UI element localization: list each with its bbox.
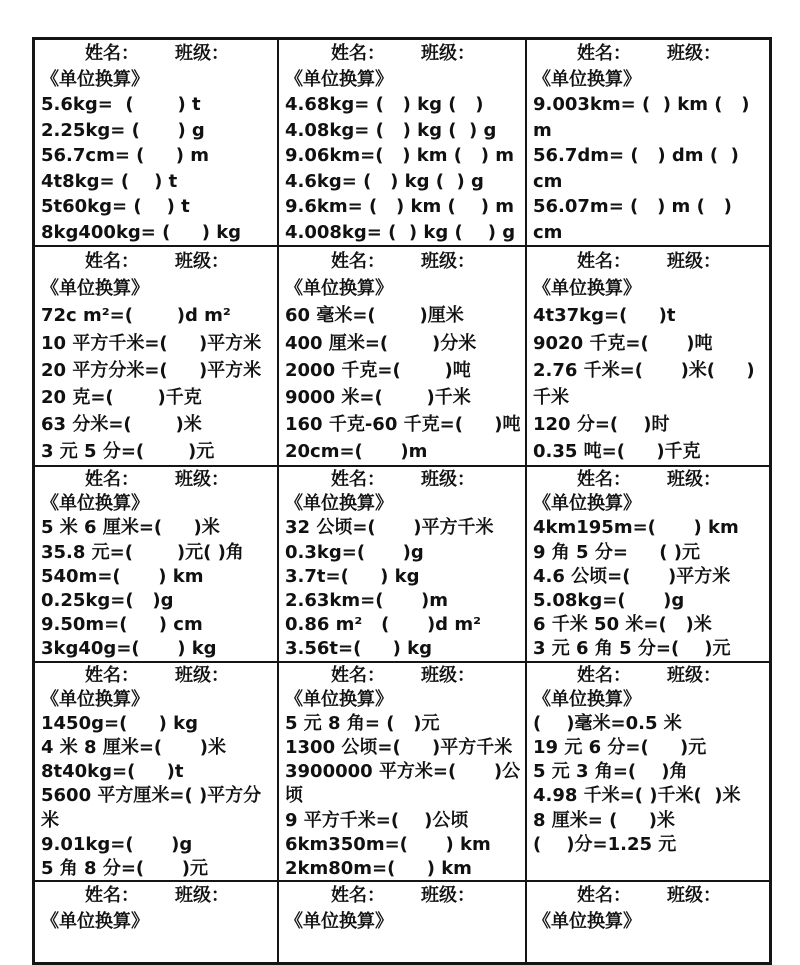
- worksheet-cell: [277, 40, 525, 245]
- problem-line: 4.6 公顷=( )平方米: [533, 565, 731, 587]
- worksheet-title: 《单位换算》: [533, 278, 641, 300]
- name-label: 姓名：: [331, 43, 385, 64]
- problem-line: 9.01kg=( )g: [41, 833, 193, 855]
- conversion-worksheet-table: [32, 37, 772, 965]
- problem-list: [533, 516, 765, 661]
- problem-line: 0.86 m² ( )d m²: [285, 614, 481, 636]
- problem-list: [533, 92, 765, 245]
- problem-line: 72c m²=( )d m²: [41, 305, 231, 327]
- problem-list: [41, 516, 273, 661]
- problem-line: 9.6km= ( ) km ( ) m: [285, 196, 515, 217]
- problem-list: [285, 516, 521, 661]
- problem-list: [285, 302, 521, 465]
- worksheet-cell: [277, 663, 525, 880]
- problem-line: 6 千米 50 米=( )米: [533, 614, 712, 636]
- problem-line: 4.98 千米=( )千米( )米: [533, 785, 741, 807]
- problem-line: 4.6kg= ( ) kg ( ) g: [285, 170, 484, 192]
- worksheet-cell: [35, 247, 277, 465]
- problem-line: 5 角 8 分=( )元: [41, 857, 208, 879]
- worksheet-title: 《单位换算》: [41, 68, 149, 90]
- cell-header: [41, 664, 273, 688]
- worksheet-title: 《单位换算》: [533, 68, 641, 90]
- worksheet-cell: [525, 663, 769, 880]
- problem-line: 5 元 3 角=( )角: [533, 761, 688, 783]
- name-label: 姓名：: [577, 665, 631, 686]
- cell-header: [285, 248, 521, 275]
- problem-line: 5t60kg= ( ) t: [41, 196, 190, 217]
- problem-line: 4.008kg= ( ) kg ( ) g: [285, 221, 516, 243]
- worksheet-cell: [35, 663, 277, 880]
- cell-header: [533, 248, 765, 275]
- problem-line: 5.08kg=( )g: [533, 590, 685, 612]
- problem-line: 3kg40g=( ) kg: [41, 638, 217, 660]
- cell-header: [533, 883, 765, 909]
- class-label: 班级：: [667, 885, 721, 906]
- name-label: 姓名：: [331, 885, 385, 906]
- class-label: 班级：: [175, 665, 229, 686]
- worksheet-cell: [35, 467, 277, 661]
- problem-line: 19 元 6 分=( )元: [533, 737, 707, 759]
- problem-list: [533, 712, 765, 857]
- name-label: 姓名：: [85, 665, 139, 686]
- worksheet-title: 《单位换算》: [285, 493, 393, 515]
- worksheet-cell: [525, 882, 769, 962]
- problem-line: 4t8kg= ( ) t: [41, 170, 178, 192]
- class-label: 班级：: [421, 665, 475, 686]
- problem-line: 35.8 元=( )元( )角: [41, 541, 244, 563]
- cell-header: [285, 468, 521, 492]
- problem-line: 20 克=( )千克: [41, 387, 202, 409]
- name-label: 姓名：: [577, 251, 631, 272]
- problem-line: 4km195m=( ) km: [533, 517, 739, 539]
- cell-header: [41, 468, 273, 492]
- problem-line: 9000 米=( )千米: [285, 387, 471, 409]
- problem-line: 4 米 8 厘米=( )米: [41, 737, 226, 759]
- worksheet-row: [35, 661, 769, 880]
- cell-header: [41, 883, 273, 909]
- worksheet-title: 《单位换算》: [41, 911, 149, 932]
- problem-line: 20cm=( )m: [285, 441, 428, 463]
- problem-line: 56.7cm= ( ) m: [41, 145, 209, 166]
- class-label: 班级：: [175, 885, 229, 906]
- name-label: 姓名：: [331, 251, 385, 272]
- problem-line: 4t37kg=( )t: [533, 305, 676, 327]
- worksheet-title: 《单位换算》: [533, 911, 641, 932]
- name-label: 姓名：: [331, 469, 385, 490]
- problem-list: [285, 712, 521, 880]
- problem-line: 9.06km=( ) km ( ) m: [285, 145, 515, 166]
- problem-line: 2.63km=( )m: [285, 590, 449, 612]
- problem-line: 5.6kg= ( ) t: [41, 94, 201, 115]
- worksheet-row: [35, 465, 769, 661]
- problem-line: 540m=( ) km: [41, 565, 204, 587]
- problem-line: 400 厘米=( )分米: [285, 332, 477, 354]
- problem-line: 9.003km= ( ) km ( ) m: [533, 94, 756, 141]
- worksheet-cell: [525, 247, 769, 465]
- class-label: 班级：: [421, 885, 475, 906]
- problem-line: 6km350m=( ) km: [285, 833, 491, 855]
- worksheet-title: 《单位换算》: [41, 689, 149, 711]
- problem-line: 8 厘米= ( )米: [533, 809, 675, 831]
- problem-line: 9 角 5 分= ( )元: [533, 541, 700, 563]
- problem-line: 0.25kg=( )g: [41, 590, 174, 612]
- problem-line: 63 分米=( )米: [41, 414, 202, 436]
- worksheet-title: 《单位换算》: [41, 278, 149, 300]
- worksheet-title: 《单位换算》: [285, 689, 393, 711]
- class-label: 班级：: [421, 43, 475, 64]
- worksheet-row: [35, 40, 769, 245]
- class-label: 班级：: [667, 469, 721, 490]
- worksheet-row: [35, 880, 769, 962]
- name-label: 姓名：: [577, 43, 631, 64]
- worksheet-title: 《单位换算》: [533, 493, 641, 515]
- problem-list: [41, 712, 273, 880]
- problem-line: 9 平方千米=( )公顷: [285, 809, 469, 831]
- worksheet-title: 《单位换算》: [41, 493, 149, 515]
- problem-line: 9.50m=( ) cm: [41, 614, 203, 636]
- class-label: 班级：: [421, 251, 475, 272]
- cell-header: [285, 883, 521, 909]
- problem-line: 8t40kg=( )t: [41, 761, 184, 783]
- problem-line: 5 米 6 厘米=( )米: [41, 517, 220, 539]
- problem-line: 3.56t=( ) kg: [285, 638, 433, 660]
- class-label: 班级：: [667, 251, 721, 272]
- problem-line: 8kg400kg= ( ) kg: [41, 221, 242, 243]
- problem-line: 160 千克-60 千克=( )吨: [285, 414, 521, 436]
- problem-line: 3 元 5 分=( )元: [41, 441, 215, 463]
- name-label: 姓名：: [85, 885, 139, 906]
- problem-list: [533, 302, 765, 465]
- problem-line: 9020 千克=( )吨: [533, 332, 713, 354]
- problem-line: 4.08kg= ( ) kg ( ) g: [285, 119, 497, 141]
- problem-line: ( )毫米=0.5 米: [533, 713, 682, 735]
- cell-header: [285, 41, 521, 67]
- worksheet-title: 《单位换算》: [285, 911, 393, 932]
- problem-line: 3.7t=( ) kg: [285, 565, 420, 587]
- problem-line: 0.3kg=( )g: [285, 541, 424, 563]
- problem-line: 2000 千克=( )吨: [285, 359, 471, 381]
- class-label: 班级：: [667, 43, 721, 64]
- problem-line: 5 元 8 角= ( )元: [285, 713, 440, 735]
- worksheet-title: 《单位换算》: [285, 68, 393, 90]
- problem-line: 20 平方分米=( )平方米: [41, 359, 262, 381]
- problem-line: 2.76 千米=( )米( ) 千米: [533, 359, 761, 409]
- worksheet-cell: [277, 247, 525, 465]
- cell-header: [285, 664, 521, 688]
- class-label: 班级：: [175, 469, 229, 490]
- problem-line: 1450g=( ) kg: [41, 713, 198, 735]
- worksheet-title: 《单位换算》: [533, 689, 641, 711]
- problem-line: 2km80m=( ) km: [285, 857, 472, 879]
- worksheet-cell: [35, 882, 277, 962]
- name-label: 姓名：: [577, 885, 631, 906]
- cell-header: [41, 248, 273, 275]
- cell-header: [41, 41, 273, 67]
- problem-line: 3900000 平方米=( )公顷: [285, 761, 521, 807]
- worksheet-cell: [277, 467, 525, 661]
- cell-header: [533, 468, 765, 492]
- problem-line: 4.68kg= ( ) kg ( ): [285, 94, 484, 115]
- cell-header: [533, 664, 765, 688]
- cell-header: [533, 41, 765, 67]
- worksheet-cell: [277, 882, 525, 962]
- name-label: 姓名：: [331, 665, 385, 686]
- problem-line: 1300 公顷=( )平方千米: [285, 737, 513, 759]
- worksheet-cell: [525, 40, 769, 245]
- name-label: 姓名：: [577, 469, 631, 490]
- class-label: 班级：: [175, 251, 229, 272]
- worksheet-cell: [525, 467, 769, 661]
- class-label: 班级：: [175, 43, 229, 64]
- name-label: 姓名：: [85, 251, 139, 272]
- problem-line: 5600 平方厘米=( )平方分米: [41, 785, 262, 831]
- problem-line: 60 毫米=( )厘米: [285, 305, 464, 327]
- problem-line: 10 平方千米=( )平方米: [41, 332, 262, 354]
- worksheet-cell: [35, 40, 277, 245]
- name-label: 姓名：: [85, 469, 139, 490]
- class-label: 班级：: [667, 665, 721, 686]
- problem-list: [41, 302, 273, 465]
- class-label: 班级：: [421, 469, 475, 490]
- name-label: 姓名：: [85, 43, 139, 64]
- worksheet-row: [35, 245, 769, 465]
- problem-line: 0.35 吨=( )千克: [533, 441, 701, 463]
- problem-list: [285, 92, 521, 245]
- problem-line: 56.7dm= ( ) dm ( ) cm: [533, 145, 746, 192]
- problem-line: 3 元 6 角 5 分=( )元: [533, 638, 731, 660]
- problem-line: 120 分=( )时: [533, 414, 670, 436]
- problem-line: 32 公顷=( )平方千米: [285, 517, 494, 539]
- worksheet-title: 《单位换算》: [285, 278, 393, 300]
- problem-line: 2.25kg= ( ) g: [41, 119, 205, 141]
- problem-line: ( )分=1.25 元: [533, 833, 677, 855]
- problem-line: 56.07m= ( ) m ( ) cm: [533, 196, 739, 243]
- problem-list: [41, 92, 273, 245]
